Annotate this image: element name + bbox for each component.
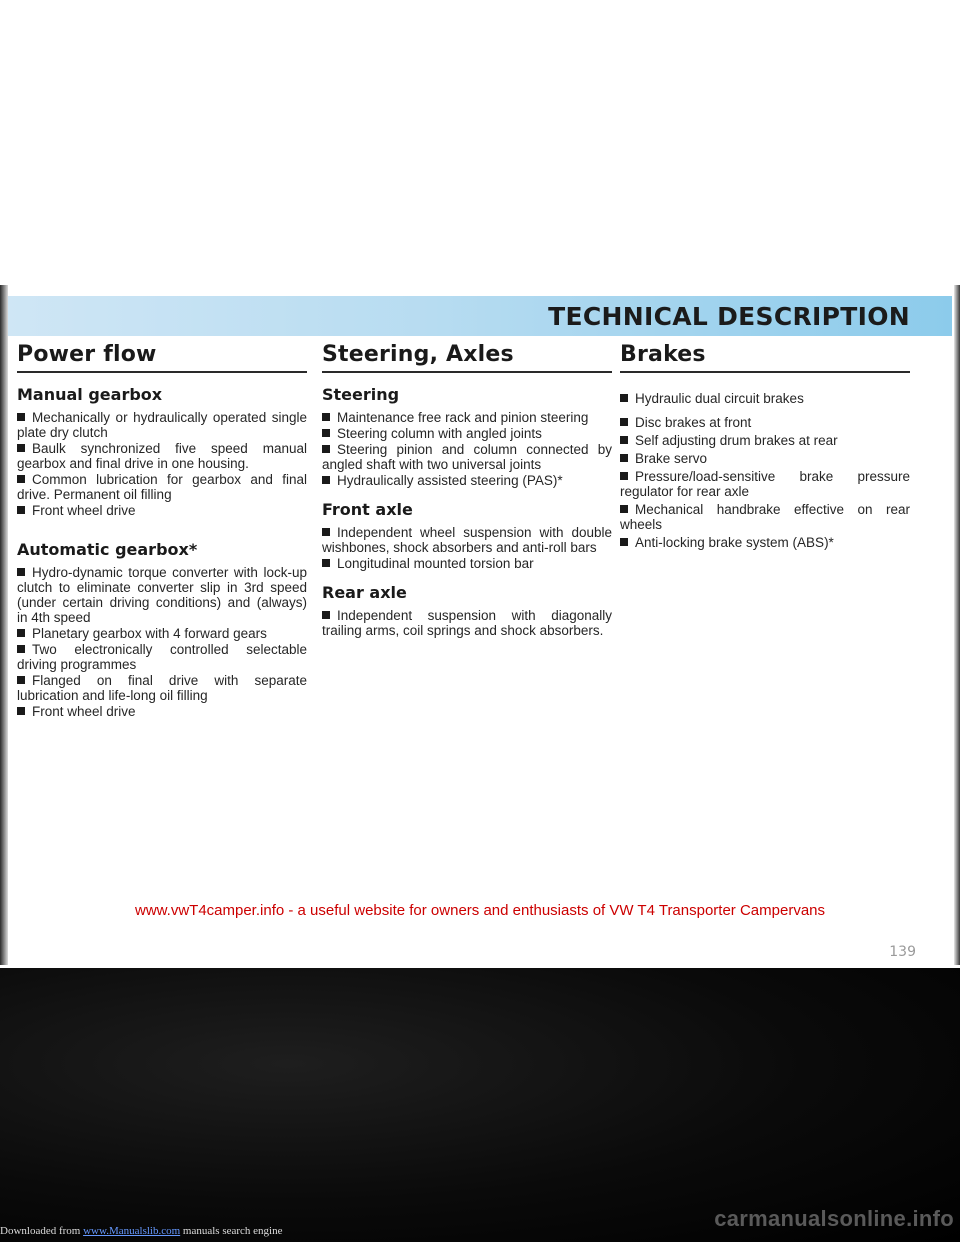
group-heading-steering: Steering: [322, 385, 400, 404]
column-brakes: [620, 342, 910, 553]
list-item: Independent wheel suspension with double wishbones, shock absorbers and anti-roll bars: [322, 525, 612, 555]
list-item: Hydraulic dual circuit brakes: [620, 391, 910, 406]
bullet-list: [322, 525, 612, 571]
bullet-icon: [620, 418, 628, 426]
column-title: Brakes: [620, 342, 910, 373]
bullet-icon: [322, 429, 330, 437]
bullet-list: [17, 410, 307, 518]
list-item: Baulk synchronized five speed manual gearbox and final drive in one housing.: [17, 441, 307, 471]
list-item: Pressure/load-sensitive brake pressure regulator for rear axle: [620, 469, 910, 499]
list-item: Steering column with angled joints: [322, 426, 612, 441]
download-bar: [0, 1225, 282, 1237]
bullet-icon: [17, 645, 25, 653]
list-item: Common lubrication for gearbox and final drive. Permanent oil filling: [17, 472, 307, 502]
bullet-icon: [620, 538, 628, 546]
list-item: Self adjusting drum brakes at rear: [620, 433, 910, 448]
bullet-icon: [322, 476, 330, 484]
bullet-icon: [322, 611, 330, 619]
bullet-icon: [322, 559, 330, 567]
list-item: Front wheel drive: [17, 704, 307, 719]
bullet-icon: [17, 707, 25, 715]
list-item: Hydraulically assisted steering (PAS)*: [322, 473, 612, 488]
bullet-icon: [17, 506, 25, 514]
list-item: Mechanical handbrake effective on rear wheels: [620, 502, 910, 532]
bullet-icon: [17, 475, 25, 483]
group-heading-rear-axle: Rear axle: [322, 583, 407, 602]
list-item: Brake servo: [620, 451, 910, 466]
group-heading-manual-gearbox: Manual gearbox: [17, 385, 163, 404]
bullet-icon: [322, 528, 330, 536]
group-heading-automatic-gearbox: Automatic gearbox*: [17, 540, 198, 559]
bullet-icon: [322, 445, 330, 453]
bullet-icon: [620, 454, 628, 462]
bullet-icon: [620, 394, 628, 402]
column-power-flow: [17, 342, 307, 720]
list-item: Hydro-dynamic torque converter with lock-up clutch to eliminate converter slip in 3rd speed (under certain driving conditions) and (always) in 4th speed: [17, 565, 307, 625]
bullet-icon: [17, 676, 25, 684]
bullet-icon: [322, 413, 330, 421]
manualslib-link[interactable]: www.Manualslib.com: [83, 1225, 181, 1237]
page-number: 139: [889, 944, 916, 960]
bullet-icon: [620, 472, 628, 480]
list-item: Longitudinal mounted torsion bar: [322, 556, 612, 571]
website-link[interactable]: www.vwT4camper.info - a useful website for owners and enthusiasts of VW T4 Transporter Campervans: [134, 902, 826, 919]
bullet-icon: [17, 568, 25, 576]
download-suffix: manuals search engine: [182, 1225, 283, 1237]
bullet-icon: [620, 436, 628, 444]
page-right-edge: [954, 285, 960, 965]
bullet-list: [620, 391, 910, 550]
column-title: Power flow: [17, 342, 307, 373]
site-watermark: carmanualsonline.info: [714, 1206, 954, 1231]
bullet-icon: [17, 413, 25, 421]
list-item: Independent suspension with diagonally trailing arms, coil springs and shock absorbers.: [322, 608, 612, 638]
list-item: Flanged on final drive with separate lubrication and life-long oil filling: [17, 673, 307, 703]
bullet-icon: [620, 505, 628, 513]
bullet-list: [322, 608, 612, 638]
page-top-blank: [0, 0, 960, 270]
list-item: Disc brakes at front: [620, 415, 910, 430]
page-left-edge: [0, 285, 8, 965]
column-steering-axles: [322, 342, 612, 639]
column-title: Steering, Axles: [322, 342, 612, 373]
bullet-icon: [17, 629, 25, 637]
group-heading-front-axle: Front axle: [322, 500, 413, 519]
list-item: Front wheel drive: [17, 503, 307, 518]
download-prefix: Downloaded from: [0, 1225, 81, 1237]
list-item: Planetary gearbox with 4 forward gears: [17, 626, 307, 641]
list-item: Two electronically controlled selectable driving programmes: [17, 642, 307, 672]
bullet-list: [322, 410, 612, 488]
list-item: Steering pinion and column connected by angled shaft with two universal joints: [322, 442, 612, 472]
list-item: Anti-locking brake system (ABS)*: [620, 535, 910, 550]
dark-background: [0, 968, 960, 1242]
bullet-icon: [17, 444, 25, 452]
bullet-list: [17, 565, 307, 719]
list-item: Mechanically or hydraulically operated single plate dry clutch: [17, 410, 307, 440]
section-title: TECHNICAL DESCRIPTION: [548, 302, 910, 331]
list-item: Maintenance free rack and pinion steering: [322, 410, 612, 425]
